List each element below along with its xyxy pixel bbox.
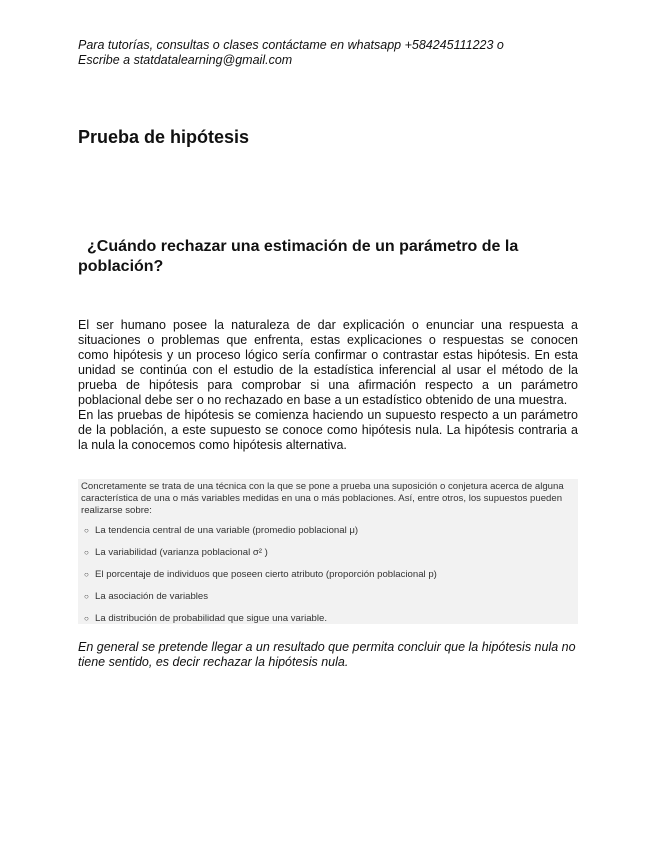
page-title: Prueba de hipótesis [78, 127, 250, 147]
contact-line-email: Escribe a statdatalearning@gmail.com [78, 53, 293, 67]
contact-info [78, 38, 578, 68]
quoted-excerpt-box [78, 479, 578, 624]
excerpt-intro: Concretamente se trata de una técnica con la que se pone a prueba una suposición o conjetura acerca de alguna característica de una o más variables medidas en una o más poblaciones. Así, entre otros, los supuestos pueden realizarse sobre: [81, 481, 564, 516]
bullet-circle-icon: ○ [84, 570, 89, 579]
list-item: ○ La asociación de variables [84, 591, 209, 602]
assumptions-list [81, 525, 575, 624]
closing-statement: En general se pretende llegar a un resultado que permita concluir que la hipótesis nula no tiene sentido, es decir rechazar la hipótesis nula. [78, 640, 576, 669]
bullet-circle-icon: ○ [84, 614, 89, 623]
list-item: ○ La variabilidad (varianza poblacional σ² ) [84, 547, 268, 558]
bullet-circle-icon: ○ [84, 592, 89, 601]
list-item: ○ La tendencia central de una variable (promedio poblacional μ) [84, 525, 359, 536]
section-subtitle: ¿Cuándo rechazar una estimación de un parámetro de la población? [78, 238, 519, 275]
document-page [78, 38, 578, 669]
body-paragraph-1: El ser humano posee la naturaleza de dar explicación o enunciar una respuesta a situaciones o problemas que enfrenta, estas explicaciones o respuestas se conocen como hipótesis y un proceso lógico sería confirmar o contrastar estas hipótesis. En esta unidad se continúa con el estudio de la estadística inferencial al usar el método de la prueba de hipótesis para comprobar si una afirmación respecto a un parámetro poblacional debe ser o no rechazado en base a un estadístico obtenido de una muestra. [78, 318, 578, 407]
contact-line-whatsapp: Para tutorías, consultas o clases contáctame en whatsapp +584245111223 o [78, 38, 504, 52]
list-item: ○ La distribución de probabilidad que sigue una variable. [84, 613, 328, 624]
bullet-circle-icon: ○ [84, 548, 89, 557]
body-paragraph-2: En las pruebas de hipótesis se comienza haciendo un supuesto respecto a un parámetro de la población, a este supuesto se conoce como hipótesis nula. La hipótesis contraria a la nula la conocemos como hipótesis alternativa. [78, 408, 578, 452]
list-item: ○ El porcentaje de individuos que poseen cierto atributo (proporción poblacional p) [84, 569, 437, 580]
body-text [78, 318, 578, 453]
bullet-circle-icon: ○ [84, 526, 89, 535]
